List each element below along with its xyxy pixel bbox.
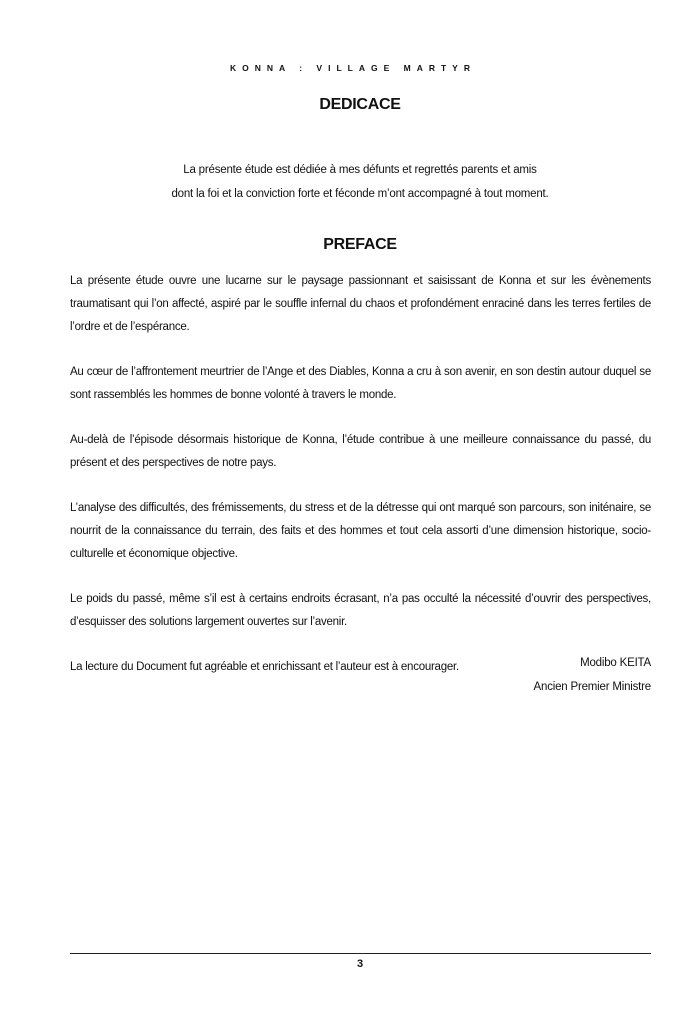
preface-title: PREFACE <box>323 236 397 253</box>
signature-name: Modibo KEITA <box>580 657 651 669</box>
dedication-line: dont la foi et la conviction forte et féconde m’ont accompagné à tout moment. <box>171 188 549 200</box>
signature-block <box>534 651 651 699</box>
page-number: 3 <box>356 958 364 970</box>
dedicace-title: DEDICACE <box>319 96 401 113</box>
preface-paragraph: Au cœur de l’affrontement meurtrier de l’Ange et des Diables, Konna a cru à son avenir, en son destin autour duquel se sont rassemblés les hommes de bonne volonté à travers le monde. <box>70 366 651 401</box>
signature-role: Ancien Premier Ministre <box>533 681 651 693</box>
footer-divider <box>70 953 651 954</box>
dedication-text <box>0 158 700 206</box>
preface-paragraph: Au-delà de l’épisode désormais historique de Konna, l’étude contribue à une meilleure connaissance du passé, du présent et des perspectives de notre pays. <box>70 434 651 469</box>
preface-paragraph: L’analyse des difficultés, des frémissements, du stress et de la détresse qui ont marqué son parcours, son initénaire, se nourrit de la connaissance du terrain, des faits et des hommes et tout cela assorti d’une dimension historique, socio-culturelle et économique objective. <box>70 502 651 560</box>
preface-body <box>70 270 651 701</box>
running-header: KONNA : VILLAGE MARTYR <box>230 63 476 73</box>
dedication-line: La présente étude est dédiée à mes défunts et regrettés parents et amis <box>183 164 537 176</box>
preface-paragraph: Le poids du passé, même s’il est à certains endroits écrasant, n’a pas occulté la nécessité d’ouvrir des perspectives, d’esquisser des solutions largement ouvertes sur l’avenir. <box>70 593 651 628</box>
preface-paragraph: La présente étude ouvre une lucarne sur le paysage passionnant et saisissant de Konna et sur les évènements traumatisant qui l’on affecté, aspiré par le souffle infernal du chaos et profondément enraciné dans les terres fertiles de l’ordre et de l’espérance. <box>70 275 651 333</box>
preface-paragraph: La lecture du Document fut agréable et enrichissant et l’auteur est à encourager. <box>70 661 459 673</box>
